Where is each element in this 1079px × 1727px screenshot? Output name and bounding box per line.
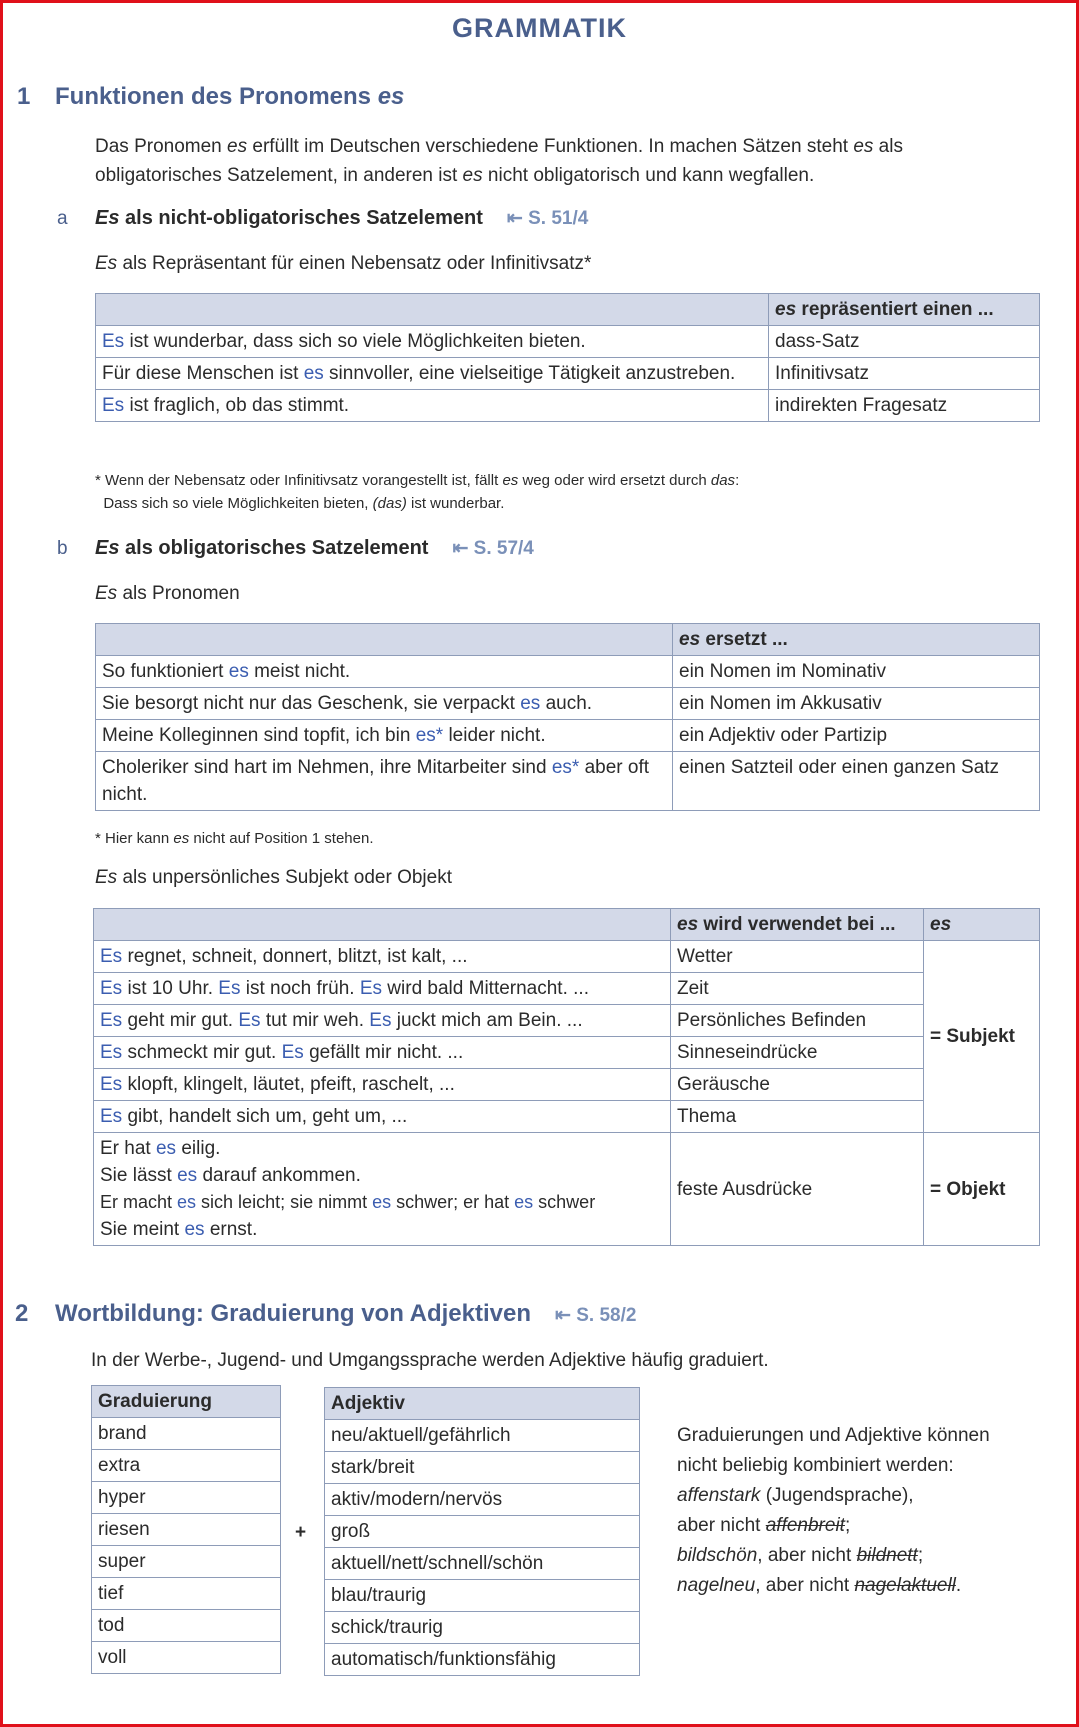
table-cell: blau/traurig: [325, 1580, 640, 1612]
table-row: Es geht mir gut. Es tut mir weh. Es juckt mich am Bein. ... Persönliches Befinden: [94, 1005, 1040, 1037]
graduation-table: Graduierung brand extra hyper riesen super tief tod voll: [91, 1385, 281, 1674]
table-cell: voll: [92, 1642, 281, 1674]
table-caption: Es als Repräsentant für einen Nebensatz oder Infinitivsatz*: [95, 253, 592, 274]
subsection-heading: Es als nicht-obligatorisches Satzelement ⇤ S. 51/4: [95, 207, 589, 229]
table-cell: stark/breit: [325, 1452, 640, 1484]
page-reference: ⇤ S. 57/4: [452, 538, 534, 559]
subject-label: = Subjekt: [924, 941, 1040, 1133]
table-row: Es schmeckt mir gut. Es gefällt mir nicht. ... Sinneseindrücke: [94, 1037, 1040, 1069]
table-cell: riesen: [92, 1514, 281, 1546]
table-header: es wird verwendet bei ... es: [94, 909, 1040, 941]
page-reference: ⇤ S. 58/2: [555, 1305, 637, 1326]
table-row: Es klopft, klingelt, läutet, pfeift, raschelt, ... Geräusche: [94, 1069, 1040, 1101]
table-header: es repräsentiert einen ...: [96, 294, 1040, 326]
section-number: 2: [15, 1300, 29, 1327]
table-row: Er hat es eilig. Sie lässt es darauf ankommen. Er macht es sich leicht; sie nimmt es schwer; er hat es schwer Sie meint es ernst. feste Ausdrücke = Objekt: [94, 1133, 1040, 1246]
object-label: = Objekt: [924, 1133, 1040, 1246]
section-intro: In der Werbe-, Jugend- und Umgangssprache werden Adjektive häufig graduiert.: [91, 1350, 769, 1371]
representative-table: [95, 293, 1040, 422]
table-header: es ersetzt ...: [96, 624, 1040, 656]
table-row: Choleriker sind hart im Nehmen, ihre Mitarbeiter sind es* aber oft nicht. einen Satzteil oder einen ganzen Satz: [96, 752, 1040, 811]
table-caption: Es als Pronomen: [95, 583, 240, 604]
page-reference: ⇤ S. 51/4: [506, 208, 589, 229]
table-cell: schick/traurig: [325, 1612, 640, 1644]
table-row: Meine Kolleginnen sind topfit, ich bin es* leider nicht. ein Adjektiv oder Partizip: [96, 720, 1040, 752]
table-cell: aktuell/nett/schnell/schön: [325, 1548, 640, 1580]
table-row: Es ist wunderbar, dass sich so viele Möglichkeiten bieten. dass-Satz: [96, 326, 1040, 358]
table-cell: hyper: [92, 1482, 281, 1514]
pronoun-table: [95, 623, 1040, 811]
table-row: Es gibt, handelt sich um, geht um, ... Thema: [94, 1101, 1040, 1133]
table-cell: groß: [325, 1516, 640, 1548]
table-cell: tod: [92, 1610, 281, 1642]
adjective-table: Adjektiv neu/aktuell/gefährlich stark/breit aktiv/modern/nervös groß aktuell/nett/schnell/schön blau/traurig schick/traurig automatisch/funktionsfähig: [324, 1387, 640, 1676]
subsection-letter: a: [57, 208, 68, 229]
impersonal-table: [93, 908, 1040, 1246]
section-heading: Funktionen des Pronomens es: [55, 83, 405, 110]
table-row: Es ist 10 Uhr. Es ist noch früh. Es wird bald Mitternacht. ... Zeit: [94, 973, 1040, 1005]
table-row: Es ist fraglich, ob das stimmt. indirekten Fragesatz: [96, 390, 1040, 422]
table-cell: automatisch/funktionsfähig: [325, 1644, 640, 1676]
table-cell: neu/aktuell/gefährlich: [325, 1420, 640, 1452]
table-row: Sie besorgt nicht nur das Geschenk, sie verpackt es auch. ein Nomen im Akkusativ: [96, 688, 1040, 720]
plus-sign: +: [295, 1522, 307, 1543]
subsection-heading: Es als obligatorisches Satzelement ⇤ S. 57/4: [95, 537, 534, 559]
table-cell: brand: [92, 1418, 281, 1450]
footnote: * Hier kann es nicht auf Position 1 stehen.: [95, 830, 374, 847]
table-cell: super: [92, 1546, 281, 1578]
table-cell: extra: [92, 1450, 281, 1482]
table-cell: aktiv/modern/nervös: [325, 1484, 640, 1516]
table-caption: Es als unpersönliches Subjekt oder Objekt: [95, 867, 452, 888]
subsection-letter: b: [57, 538, 68, 559]
section-intro: Das Pronomen es erfüllt im Deutschen verschiedene Funktionen. In machen Sätzen steht es als obligatorisches Satzelement, in anderen ist es nicht obligatorisch und kann wegfallen.: [95, 136, 903, 186]
table-row: Für diese Menschen ist es sinnvoller, eine vielseitige Tätigkeit anzustreben. Infinitivsatz: [96, 358, 1040, 390]
footnote: * Wenn der Nebensatz oder Infinitivsatz vorangestellt ist, fällt es weg oder wird ersetzt durch das: Dass sich so viele Möglichkeiten bieten, (das) ist wunderbar.: [95, 472, 740, 512]
page-title: GRAMMATIK: [452, 13, 627, 43]
table-cell: tief: [92, 1578, 281, 1610]
section-heading: Wortbildung: Graduierung von Adjektiven ⇤ S. 58/2: [55, 1300, 637, 1327]
table-row: Es regnet, schneit, donnert, blitzt, ist kalt, ... Wetter = Subjekt: [94, 941, 1040, 973]
side-note: Graduierungen und Adjektive können nicht beliebig kombiniert werden: affenstark (Jugendsprache), aber nicht affenbreit; bildschön, aber nicht bildnett; nagelneu, aber nicht nagelaktuell.: [677, 1425, 990, 1596]
table-row: So funktioniert es meist nicht. ein Nomen im Nominativ: [96, 656, 1040, 688]
section-number: 1: [17, 83, 31, 110]
